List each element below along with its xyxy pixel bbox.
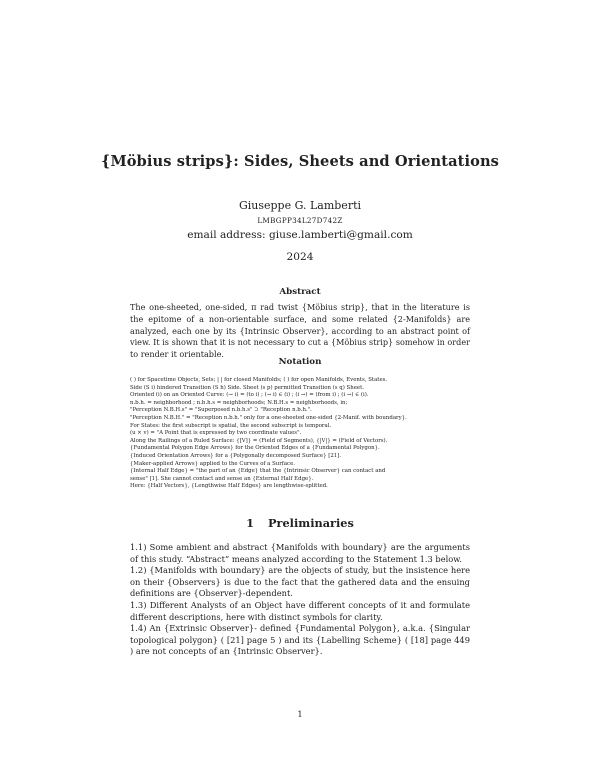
notation-line: Oriented (i) on an Oriented Curve: (→ i) = (to i) ; (→ i) ∈ (i) ; (i →) = (from i) ; (i →) ∈ (i). <box>130 392 369 399</box>
section-body <box>130 542 470 658</box>
notation-line: (u × v) = "A Point that is expressed by two coordinate values". <box>130 430 302 437</box>
notation-line: Along the Railings of a Ruled Surface: {[V]} = (Field of Segments), {|V|} = (Field of Vectors). <box>130 437 388 444</box>
author-name: Giuseppe G. Lamberti <box>238 199 362 212</box>
notation-line: For States: the first subscript is spatial, the second subscript is temporal. <box>130 422 332 429</box>
author-code: LMBGPP34L27D742Z <box>257 216 343 225</box>
notation-line: Here: {Half Vectors}, {Lengthwise Half Edges} are lengthwise-splitted. <box>130 483 328 490</box>
abstract-text: The one-sheeted, one-sided, π rad twist {Möbius strip}, that in the literature is the epitome of a non-orientable surface, and some related {2-Manifolds} are analyzed, each one by its {Intrinsic Observer}, according to an abstract point of view. It is shown that it is not necessary to cut a {Möbius strip} somehow in order to render it orientable. <box>130 302 470 360</box>
notation-line: "Perception N.B.H.s" = "Superposed n.b.h.s" ⊃ "Reception n.b.h.". <box>130 407 312 414</box>
notation-line: {Internal Half Edge} = "the part of an {Edge} that the {Intrinsic Observer} can contact and <box>130 468 386 475</box>
notation-line: Side (S i) hindered Transition (S h) Side. Sheet (s p) permitted Transition (s q) Sheet. <box>130 384 364 391</box>
notation-line: {Fundamental Polygon Edge Arrows} for the Oriented Edges of a {Fundamental Polygon}. <box>130 445 380 452</box>
notation-line: "Perception N.B.H." = "Reception n.b.h." only for a one-sheeted one-sided {2-Manif. with boundary}. <box>130 414 407 421</box>
paper-title: {Möbius strips}: Sides, Sheets and Orientations <box>100 153 500 170</box>
section-heading <box>0 516 600 530</box>
notation-line: sense" [1]. She cannot contact and sense an {External Half Edge}. <box>130 475 314 482</box>
publication-year: 2024 <box>286 251 314 263</box>
paragraph: 1.3) Different Analysts of an Object have different concepts of it and formulate different descriptions, here with distinct symbols for clarity. <box>130 599 470 622</box>
section-title: Preliminaries <box>268 516 354 530</box>
paragraph: 1.1) Some ambient and abstract {Manifolds with boundary} are the arguments of this study. “Abstract” means analyzed according to the Statement 1.3 below. <box>130 542 470 564</box>
page-number: 1 <box>297 709 303 719</box>
notation-line: n.b.h. = neighborhood ; n.b.h.s = neighborhoods; N.B.H.s = neighborhoods, in; <box>130 399 348 406</box>
notation-heading: Notation <box>278 357 322 367</box>
paragraph: 1.4) An {Extrinsic Observer}- defined {Fundamental Polygon}, a.k.a. {Singular topological polygon} ( [21] page 5 ) and its {Labelling Scheme} ( [18] page 449 ) are not concepts of an {Intrinsic Observer}. <box>130 623 470 657</box>
notation-line: {Maker-applied Arrows} applied to the Curves of a Surface. <box>130 460 295 467</box>
author-email: email address: giuse.lamberti@gmail.com <box>187 229 413 241</box>
notation-line: {Induced Orientation Arrows} for a {Polygonally decomposed Surface} [21]. <box>130 452 342 459</box>
paragraph: 1.2) {Manifolds with boundary} are the objects of study, but the insistence here on their {Observers} is due to the fact that the gathered data and the ensuing definitions are {Observer}-dependent. <box>130 565 470 599</box>
notation-block <box>130 377 470 491</box>
section-number: 1 <box>246 516 255 530</box>
notation-line: ( ) for Spacetime Objects, Sets; | | for closed Manifolds; ( ) for open Manifolds, Events, States. <box>130 377 388 383</box>
abstract-heading: Abstract <box>279 287 321 297</box>
